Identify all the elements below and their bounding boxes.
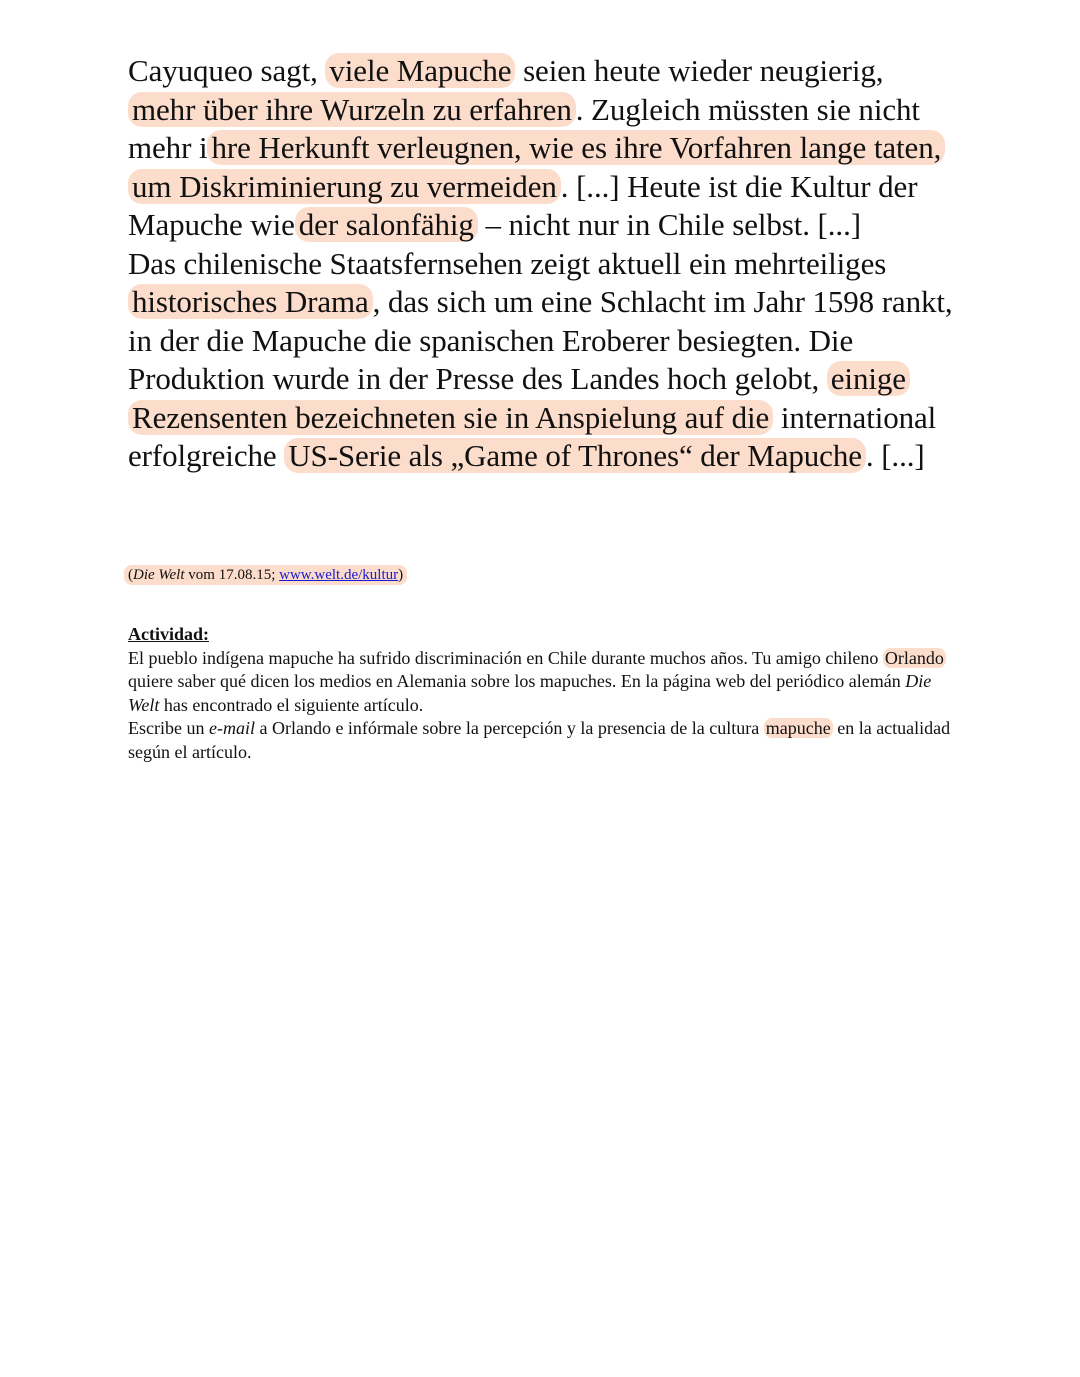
article-text: . Zugleich müssten sie nicht mehr i [128,91,920,165]
source-paren: ( [128,567,133,583]
task-block [128,623,958,764]
article-text: seien heute wieder neugierig, [515,53,884,88]
task-text: actualidad según el artículo. [128,718,951,762]
highlighted-text: einige Rezensenten bezeichneten sie in Anspielung auf die [128,361,910,435]
task-email-word: e-mail [208,718,255,738]
highlighted-text: historisches Drama [128,284,373,319]
article-source [124,565,407,585]
highlighted-text: US-Serie als „Game of Thrones“ der Mapuche [284,438,866,473]
article-text: – nicht nur in Chile selbst. [...] [477,207,861,242]
highlighted-text: der salonfähig [295,207,478,242]
source-publication: Die Welt [133,567,185,583]
article-text: . [...] [865,438,925,473]
task-publication: Die Welt [128,671,932,715]
source-link[interactable]: www.welt.de/kultur [279,567,399,583]
task-assignment [128,717,958,764]
article-text: international erfolgreiche [128,399,937,473]
task-text: El pueblo indígena mapuche ha sufrido discriminación en Chile durante muchos años. Tu amigo chileno [128,647,883,668]
article-excerpt [128,52,958,476]
highlighted-text: mehr über ihre Wurzeln zu erfahren [128,92,576,127]
task-text: has encontrado el siguiente artículo. [159,694,424,715]
article-paragraph-1 [128,52,958,245]
article-text: Das chilenische Staatsfernsehen zeigt aktuell ein mehrteiliges [128,245,887,281]
source-paren: ) [398,567,404,583]
article-text: , das sich um eine Schlacht im Jahr 1598 rankt, in der die Mapuche die spanischen Eroberer besiegten. Die Produktion wurde in der Presse des Landes hoch gelobt, [128,284,953,396]
highlighted-text: hre Herkunft verleugnen, wie es ihre Vorfahren lange taten, um Diskriminierung zu vermeiden [128,130,945,204]
task-instructions [128,647,958,718]
task-text: en la [832,718,877,738]
task-text: a Orlando e infórmale sobre la percepción y la presencia de la cultura [254,718,764,738]
article-paragraph-2 [128,245,958,476]
task-text: Escribe un [128,718,209,738]
highlighted-text: viele Mapuche [325,53,515,88]
article-text: Cayuqueo sagt, [128,53,326,88]
task-title: Actividad: [128,624,209,644]
task-text: quiere saber qué dicen los medios en Alemania sobre los mapuches. En la página web del periódico alemán [128,671,906,691]
highlighted-mapuche: mapuche [765,718,831,738]
article-text: . [...] Heute ist die Kultur der Mapuche wie [128,168,918,242]
source-date: vom 17.08.15; [184,567,280,583]
highlighted-name: Orlando [884,647,944,668]
